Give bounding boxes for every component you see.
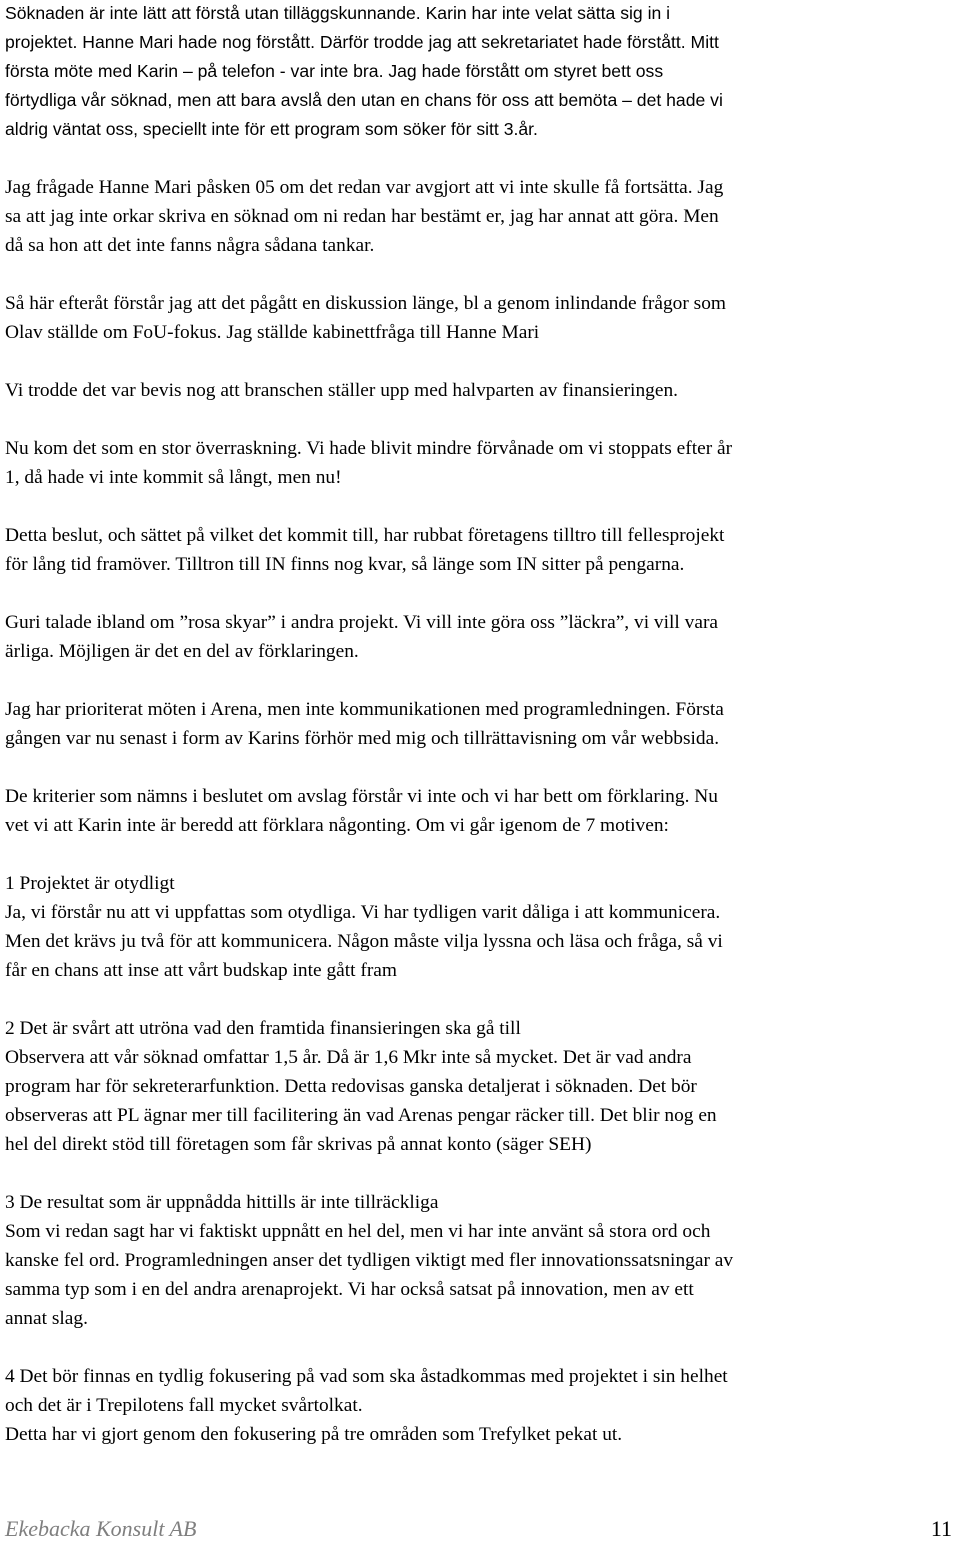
text-line: Som vi redan sagt har vi faktiskt uppnått en hel del, men vi har inte använt så stora ord och [5, 1221, 711, 1242]
section-heading: 2 Det är svårt att utröna vad den framtida finansieringen ska gå till [5, 1018, 521, 1039]
text-line: Nu kom det som en stor överraskning. Vi hade blivit mindre förvånade om vi stoppats efter år [5, 438, 733, 459]
text-line: 1, då hade vi inte kommit så långt, men nu! [5, 467, 342, 488]
text-line: Detta beslut, och sättet på vilket det kommit till, har rubbat företagens tilltro till fellesprojekt [5, 525, 725, 546]
text-line: kanske fel ord. Programledningen anser det tydligen viktigt med fler innovationssatsningar av [5, 1250, 734, 1271]
paragraph [5, 695, 955, 753]
text-line: Guri talade ibland om ”rosa skyar” i andra projekt. Vi vill inte göra oss ”läckra”, vi vill vara [5, 612, 719, 633]
text-line: projektet. Hanne Mari hade nog förstått. Därför trodde jag att sekretariatet hade förstått. Mitt [5, 32, 719, 52]
text-line: Observera att vår söknad omfattar 1,5 år. Då är 1,6 Mkr inte så mycket. Det är vad andra [5, 1047, 692, 1068]
text-line: Jag har prioriterat möten i Arena, men inte kommunikationen med programledningen. Första [5, 699, 724, 720]
text-line: De kriterier som nämns i beslutet om avslag förstår vi inte och vi har bett om förklaring. Nu [5, 786, 718, 807]
text-line: Vi trodde det var bevis nog att branschen ställer upp med halvparten av finansieringen. [5, 380, 678, 401]
paragraph [5, 782, 955, 840]
text-line: Jag frågade Hanne Mari påsken 05 om det redan var avgjort att vi inte skulle få fortsätta. Jag [5, 177, 724, 198]
paragraph [5, 289, 955, 347]
text-line: får en chans att inse att vårt budskap inte gått fram [5, 960, 397, 981]
text-line: och det är i Trepilotens fall mycket svårtolkat. [5, 1395, 363, 1416]
paragraph [5, 521, 955, 579]
text-line: program har för sekreterarfunktion. Detta redovisas ganska detaljerat i söknaden. Det bör [5, 1076, 697, 1097]
text-line: samma typ som i en del andra arenaprojekt. Vi har också satsat på innovation, men av ett [5, 1279, 694, 1300]
text-line: Olav ställde om FoU-fokus. Jag ställde kabinettfråga till Hanne Mari [5, 322, 540, 343]
text-line: sa att jag inte orkar skriva en söknad om ni redan har bestämt er, jag har annat att göra. Men [5, 206, 719, 227]
text-line: Detta har vi gjort genom den fokusering på tre områden som Trefylket pekat ut. [5, 1424, 623, 1445]
paragraph [5, 434, 955, 492]
text-line: gången var nu senast i form av Karins förhör med mig och tillrättavisning om vår webbsida. [5, 728, 720, 749]
text-line: hel del direkt stöd till företagen som får skrivas på annat konto (säger SEH) [5, 1134, 592, 1155]
text-line: för lång tid framöver. Tilltron till IN finns nog kvar, så länge som IN sitter på pengarna. [5, 554, 685, 575]
text-line: vet vi att Karin inte är beredd att förklara någonting. Om vi går igenom de 7 motiven: [5, 815, 669, 836]
text-line: förtydliga vår söknad, men att bara avslå den utan en chans för oss att bemöta – det hade vi [5, 90, 723, 110]
text-line: Så här efteråt förstår jag att det pågått en diskussion länge, bl a genom inlindande frågor som [5, 293, 727, 314]
section-heading: 3 De resultat som är uppnådda hittills är inte tillräckliga [5, 1192, 439, 1213]
text-line: då sa hon att det inte fanns några sådana tankar. [5, 235, 375, 256]
section-heading: 4 Det bör finnas en tydlig fokusering på vad som ska åstadkommas med projektet i sin helhet [5, 1366, 728, 1387]
footer-company: Ekebacka Konsult AB [5, 1516, 197, 1541]
text-line: Söknaden är inte lätt att förstå utan tilläggskunnande. Karin har inte velat sätta sig in i [5, 3, 671, 23]
text-line: aldrig väntat oss, speciellt inte för ett program som söker för sitt 3.år. [5, 119, 538, 139]
paragraph [5, 376, 955, 405]
text-line: ärliga. Möjligen är det en del av förklaringen. [5, 641, 359, 662]
paragraph [5, 173, 955, 260]
text-line: Men det krävs ju två för att kommunicera. Någon måste vilja lyssna och läsa och fråga, så vi [5, 931, 723, 952]
paragraph [5, 869, 955, 985]
text-line: första möte med Karin – på telefon - var inte bra. Jag hade förstått om styret bett oss [5, 61, 664, 81]
text-line: annat slag. [5, 1308, 88, 1329]
section-heading: 1 Projektet är otydligt [5, 873, 175, 894]
paragraph [5, 1362, 955, 1449]
paragraph [5, 0, 955, 144]
paragraph [5, 608, 955, 666]
document-body [5, 0, 955, 1449]
text-line: observeras att PL ägnar mer till facilitering än vad Arenas pengar räcker till. Det blir nog en [5, 1105, 717, 1126]
text-line: Ja, vi förstår nu att vi uppfattas som otydliga. Vi har tydligen varit dåliga i att kommunicera. [5, 902, 721, 923]
paragraph [5, 1188, 955, 1333]
page-number: 11 [930, 1516, 952, 1541]
paragraph [5, 1014, 955, 1159]
